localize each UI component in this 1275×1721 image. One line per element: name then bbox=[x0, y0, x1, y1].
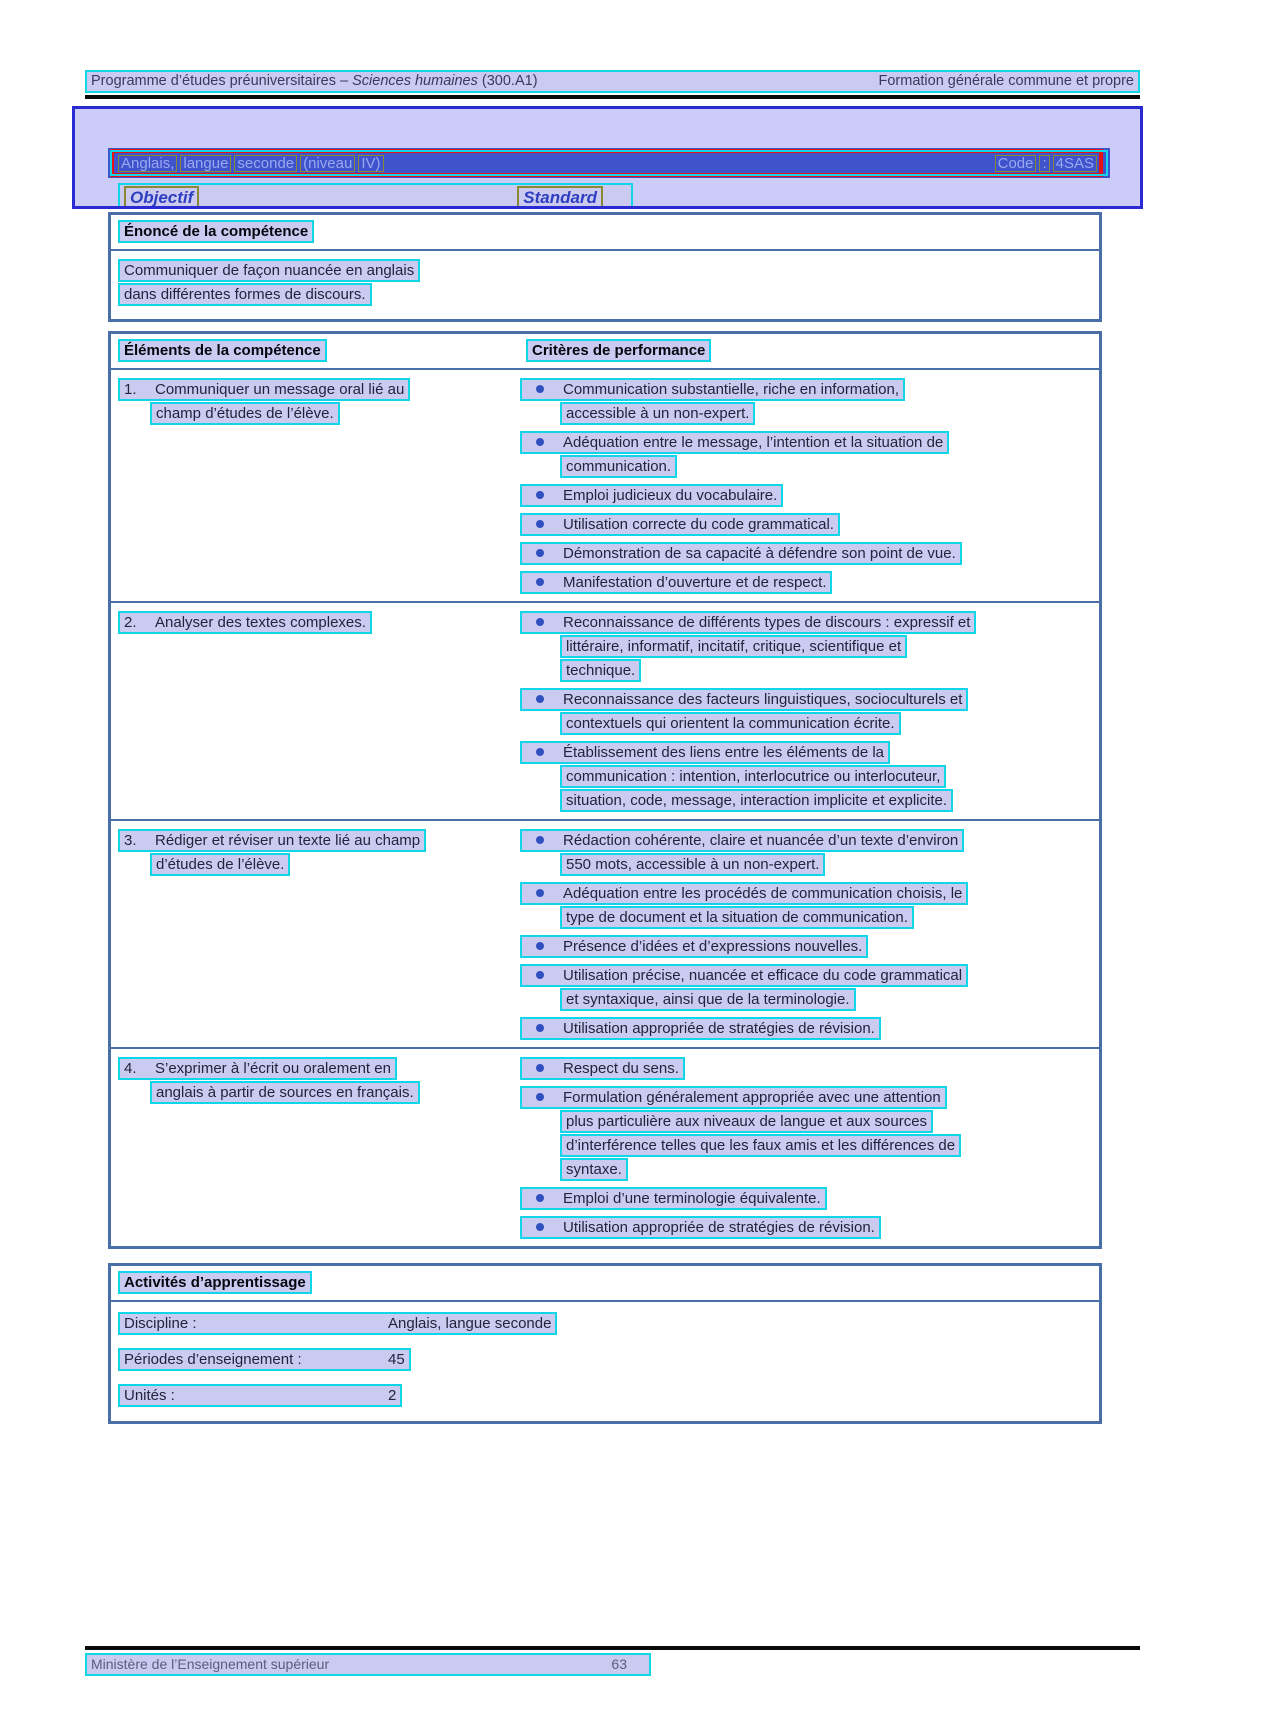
element-number: 1. bbox=[124, 381, 137, 398]
element-cell bbox=[111, 829, 520, 1041]
enonce-line-text: dans différentes formes de discours. bbox=[118, 283, 372, 306]
enonce-table bbox=[108, 212, 1102, 322]
criteria-line bbox=[520, 853, 1099, 876]
criteria-line-text: Utilisation appropriée de stratégies de révision. bbox=[520, 1216, 881, 1239]
criteria-line-text: Adéquation entre les procédés de communication choisis, le bbox=[520, 882, 968, 905]
criteria-line-text: accessible à un non-expert. bbox=[560, 402, 755, 425]
activity-label: Unités : bbox=[124, 1387, 175, 1404]
criteria-cell bbox=[520, 1057, 1099, 1240]
criteria-line-text: communication : intention, interlocutrice ou interlocuteur, bbox=[560, 765, 946, 788]
criteria-line bbox=[520, 906, 1099, 929]
criteria-line-text: type de document et la situation de communication. bbox=[560, 906, 914, 929]
bullet-icon bbox=[536, 1093, 544, 1101]
criteria-line bbox=[520, 659, 1099, 682]
course-banner bbox=[108, 148, 1110, 178]
criteria-line-text: et syntaxique, ainsi que de la terminologie. bbox=[560, 988, 856, 1011]
element-cell bbox=[111, 611, 520, 813]
page-header-right: Formation générale commune et propre bbox=[878, 73, 1134, 89]
footer-left: Ministère de l’Enseignement supérieur bbox=[91, 1656, 330, 1672]
enonce-line bbox=[111, 283, 1099, 306]
annotation-panel bbox=[72, 106, 1143, 209]
criteria-line bbox=[520, 571, 1099, 594]
elements-header-cell bbox=[111, 339, 520, 362]
criteria-item bbox=[520, 542, 1099, 565]
criteria-line bbox=[520, 829, 1099, 852]
footer-line bbox=[85, 1653, 1140, 1676]
criteria-line bbox=[520, 1017, 1099, 1040]
element-line bbox=[111, 402, 520, 425]
activites-title: Activités d’apprentissage bbox=[118, 1271, 312, 1294]
criteria-line-text: syntaxe. bbox=[560, 1158, 628, 1181]
activity-row-highlight bbox=[118, 1348, 411, 1371]
criteria-item bbox=[520, 1187, 1099, 1210]
element-row bbox=[111, 370, 1099, 601]
criteria-item bbox=[520, 935, 1099, 958]
activity-value: 45 bbox=[388, 1351, 405, 1368]
criteria-line bbox=[520, 513, 1099, 536]
criteria-line bbox=[520, 1057, 1099, 1080]
main-table-body bbox=[111, 370, 1099, 1246]
criteria-line-text: Présence d’idées et d’expressions nouvelles. bbox=[520, 935, 868, 958]
criteria-line-text: Formulation généralement appropriée avec une attention bbox=[520, 1086, 947, 1109]
objectif-standard-highlight bbox=[118, 183, 633, 209]
standard-heading: Standard bbox=[517, 186, 603, 209]
word-box: 4SAS bbox=[1053, 155, 1097, 172]
criteria-line-text: communication. bbox=[560, 455, 677, 478]
element-line-text: 2. Analyser des textes complexes. bbox=[118, 611, 372, 634]
activity-row bbox=[111, 1348, 1099, 1371]
bullet-icon bbox=[536, 1223, 544, 1231]
criteria-item bbox=[520, 1086, 1099, 1181]
bullet-icon bbox=[536, 942, 544, 950]
criteria-line-text: contextuels qui orientent la communication écrite. bbox=[560, 712, 901, 735]
element-line-text: 3. Rédiger et réviser un texte lié au champ bbox=[118, 829, 426, 852]
criteria-line bbox=[520, 542, 1099, 565]
bullet-icon bbox=[536, 618, 544, 626]
page-header-highlight bbox=[85, 70, 1140, 93]
criteria-item bbox=[520, 829, 1099, 876]
enonce-line-text: Communiquer de façon nuancée en anglais bbox=[118, 259, 420, 282]
criteria-item bbox=[520, 964, 1099, 1011]
criteria-line-text: Utilisation correcte du code grammatical. bbox=[520, 513, 840, 536]
element-line bbox=[111, 611, 520, 634]
criteria-line-text: Emploi d’une terminologie équivalente. bbox=[520, 1187, 827, 1210]
criteria-line-text: Adéquation entre le message, l’intention et la situation de bbox=[520, 431, 949, 454]
criteria-line-text: littéraire, informatif, incitatif, critique, scientifique et bbox=[560, 635, 907, 658]
criteria-line-text: Emploi judicieux du vocabulaire. bbox=[520, 484, 783, 507]
element-line bbox=[111, 1081, 520, 1104]
banner-code-words bbox=[995, 155, 1100, 172]
word-box: langue bbox=[180, 155, 231, 172]
page-number: 63 bbox=[611, 1656, 627, 1672]
criteria-line-text: Communication substantielle, riche en information, bbox=[520, 378, 905, 401]
element-line-text: d’études de l’élève. bbox=[150, 853, 290, 876]
bullet-icon bbox=[536, 889, 544, 897]
criteria-cell bbox=[520, 611, 1099, 813]
activity-row bbox=[111, 1384, 1099, 1407]
bullet-icon bbox=[536, 971, 544, 979]
criteria-line bbox=[520, 789, 1099, 812]
enonce-title: Énoncé de la compétence bbox=[118, 220, 314, 243]
element-row bbox=[111, 1047, 1099, 1246]
bullet-icon bbox=[536, 1024, 544, 1032]
criteria-line bbox=[520, 935, 1099, 958]
criteria-line bbox=[520, 882, 1099, 905]
activites-body bbox=[111, 1302, 1099, 1421]
criteria-line bbox=[520, 1216, 1099, 1239]
criteria-line-text: Utilisation appropriée de stratégies de révision. bbox=[520, 1017, 881, 1040]
bullet-icon bbox=[536, 549, 544, 557]
criteria-line-text: Reconnaissance des facteurs linguistiques, socioculturels et bbox=[520, 688, 968, 711]
criteria-line bbox=[520, 1187, 1099, 1210]
element-line bbox=[111, 853, 520, 876]
footer-highlight bbox=[85, 1653, 651, 1676]
bullet-icon bbox=[536, 520, 544, 528]
criteria-line-text: Utilisation précise, nuancée et efficace du code grammatical bbox=[520, 964, 968, 987]
criteria-line bbox=[520, 765, 1099, 788]
criteria-line bbox=[520, 1134, 1099, 1157]
footer-rule bbox=[85, 1646, 1140, 1650]
criteria-line bbox=[520, 431, 1099, 454]
bullet-icon bbox=[536, 438, 544, 446]
objectif-standard-row bbox=[118, 183, 1140, 209]
criteria-line bbox=[520, 741, 1099, 764]
page-header-left: Programme d’études préuniversitaires – Sciences humaines (300.A1) bbox=[91, 73, 538, 89]
criteria-item bbox=[520, 484, 1099, 507]
criteria-line bbox=[520, 378, 1099, 401]
header-rule bbox=[85, 95, 1140, 99]
word-box: Code bbox=[995, 155, 1037, 172]
element-cell bbox=[111, 1057, 520, 1240]
element-line-text: anglais à partir de sources en français. bbox=[150, 1081, 420, 1104]
element-line-text: 1. Communiquer un message oral lié au bbox=[118, 378, 410, 401]
bullet-icon bbox=[536, 385, 544, 393]
criteria-line bbox=[520, 455, 1099, 478]
criteria-item bbox=[520, 513, 1099, 536]
criteria-line bbox=[520, 1086, 1099, 1109]
activity-row-highlight bbox=[118, 1384, 402, 1407]
element-line bbox=[111, 378, 520, 401]
page-header bbox=[85, 70, 1140, 93]
activity-row-highlight bbox=[118, 1312, 557, 1335]
criteria-cell bbox=[520, 378, 1099, 595]
criteria-item bbox=[520, 1017, 1099, 1040]
criteria-line-text: situation, code, message, interaction implicite et explicite. bbox=[560, 789, 953, 812]
element-line bbox=[111, 829, 520, 852]
criteria-line bbox=[520, 484, 1099, 507]
element-line bbox=[111, 1057, 520, 1080]
element-number: 3. bbox=[124, 832, 137, 849]
criteria-line-text: Rédaction cohérente, claire et nuancée d’un texte d’environ bbox=[520, 829, 964, 852]
criteres-header: Critères de performance bbox=[526, 339, 711, 362]
bullet-icon bbox=[536, 1194, 544, 1202]
element-number: 4. bbox=[124, 1060, 137, 1077]
enonce-line bbox=[111, 259, 1099, 282]
bullet-icon bbox=[536, 1064, 544, 1072]
criteria-line-text: Démonstration de sa capacité à défendre son point de vue. bbox=[520, 542, 962, 565]
objectif-heading: Objectif bbox=[124, 186, 199, 209]
element-row bbox=[111, 819, 1099, 1047]
criteria-item bbox=[520, 741, 1099, 812]
enonce-body bbox=[111, 251, 1099, 319]
criteria-line-text: Établissement des liens entre les éléments de la bbox=[520, 741, 890, 764]
criteria-item bbox=[520, 571, 1099, 594]
criteria-line bbox=[520, 988, 1099, 1011]
criteria-item bbox=[520, 431, 1099, 478]
activites-header bbox=[111, 1266, 1099, 1302]
bullet-icon bbox=[536, 748, 544, 756]
criteria-line-text: technique. bbox=[560, 659, 641, 682]
criteria-line-text: Reconnaissance de différents types de discours : expressif et bbox=[520, 611, 976, 634]
criteria-line-text: Manifestation d’ouverture et de respect. bbox=[520, 571, 832, 594]
criteria-cell bbox=[520, 829, 1099, 1041]
activity-label: Périodes d’enseignement : bbox=[124, 1351, 302, 1368]
element-cell bbox=[111, 378, 520, 595]
bullet-icon bbox=[536, 836, 544, 844]
criteria-line bbox=[520, 1110, 1099, 1133]
criteria-line-text: 550 mots, accessible à un non-expert. bbox=[560, 853, 825, 876]
banner-highlight bbox=[110, 150, 1108, 176]
enonce-header bbox=[111, 215, 1099, 251]
criteria-line-text: plus particulière aux niveaux de langue et aux sources bbox=[560, 1110, 933, 1133]
criteria-item bbox=[520, 1057, 1099, 1080]
element-line-text: 4. S’exprimer à l’écrit ou oralement en bbox=[118, 1057, 397, 1080]
criteria-line bbox=[520, 964, 1099, 987]
criteria-item bbox=[520, 611, 1099, 682]
element-line-text: champ d’études de l’élève. bbox=[150, 402, 340, 425]
criteria-line-text: d’interférence telles que les faux amis et les différences de bbox=[560, 1134, 961, 1157]
criteria-item bbox=[520, 688, 1099, 735]
element-number: 2. bbox=[124, 614, 137, 631]
activites-table bbox=[108, 1263, 1102, 1424]
word-box: seconde bbox=[234, 155, 297, 172]
word-box: IV) bbox=[358, 155, 383, 172]
element-row bbox=[111, 601, 1099, 819]
criteria-line bbox=[520, 611, 1099, 634]
competence-table bbox=[108, 331, 1102, 1249]
bullet-icon bbox=[536, 578, 544, 586]
activity-label: Discipline : bbox=[124, 1315, 197, 1332]
activity-row bbox=[111, 1312, 1099, 1335]
competence-table-header bbox=[111, 334, 1099, 370]
criteria-item bbox=[520, 378, 1099, 425]
activity-value: Anglais, langue seconde bbox=[388, 1315, 552, 1332]
elements-header: Éléments de la compétence bbox=[118, 339, 327, 362]
banner-title-words bbox=[118, 155, 387, 172]
activity-value: 2 bbox=[388, 1387, 397, 1404]
criteria-item bbox=[520, 1216, 1099, 1239]
bullet-icon bbox=[536, 491, 544, 499]
criteres-header-cell bbox=[520, 339, 711, 362]
bullet-icon bbox=[536, 695, 544, 703]
criteria-line bbox=[520, 635, 1099, 658]
criteria-line bbox=[520, 712, 1099, 735]
criteria-line bbox=[520, 688, 1099, 711]
word-box: Anglais, bbox=[118, 155, 177, 172]
criteria-line-text: Respect du sens. bbox=[520, 1057, 685, 1080]
criteria-item bbox=[520, 882, 1099, 929]
word-box: (niveau bbox=[300, 155, 355, 172]
criteria-line bbox=[520, 1158, 1099, 1181]
criteria-line bbox=[520, 402, 1099, 425]
word-box: : bbox=[1039, 155, 1049, 172]
